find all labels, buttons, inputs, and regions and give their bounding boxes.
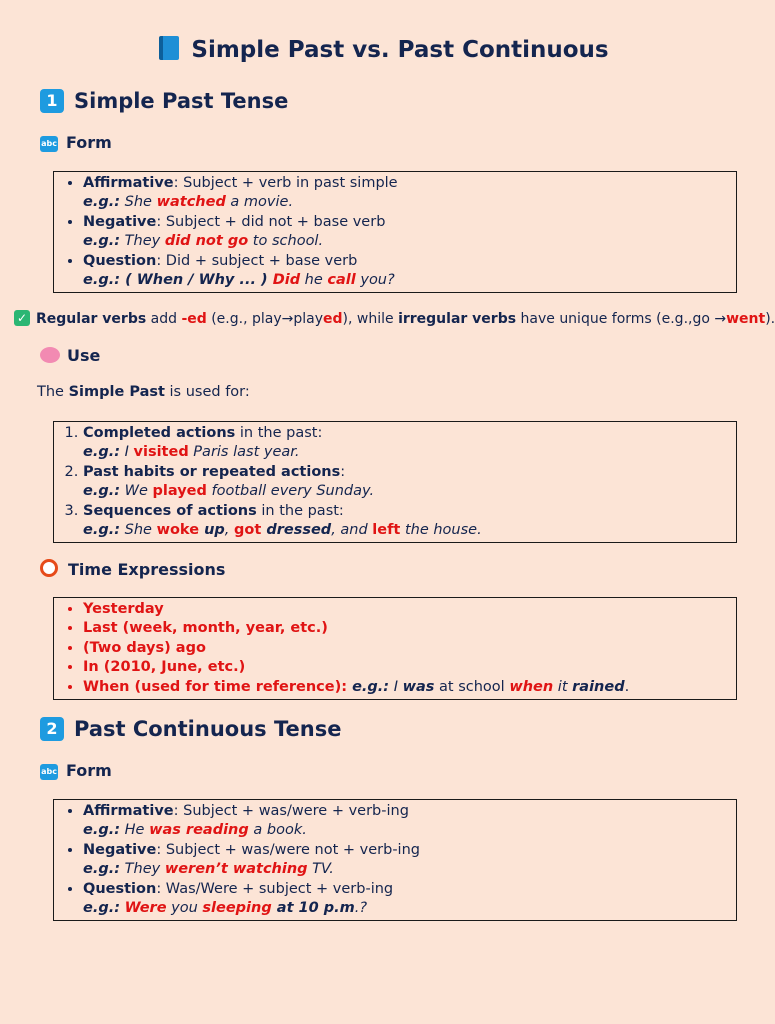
section-2-heading: 2 Past Continuous Tense	[40, 717, 341, 741]
use-intro: The Simple Past is used for:	[37, 384, 250, 400]
list-item: • Affirmative: Subject + was/were + verb-ing e.g.: He was reading a book.	[83, 802, 736, 841]
time-expressions-heading: Time Expressions	[40, 559, 225, 579]
list-item: • Yesterday	[83, 600, 736, 619]
use-box	[53, 421, 737, 543]
keycap-one-icon: 1	[40, 89, 64, 113]
page-title: Simple Past vs. Past Continuous	[0, 36, 768, 63]
list-item: • When (used for time reference): e.g.: I was at school when it rained.	[83, 678, 736, 697]
time-expressions-box	[53, 597, 737, 700]
list-item: • Negative: Subject + did not + base verb e.g.: They did not go to school.	[83, 213, 736, 252]
section-1-heading: 1 Simple Past Tense	[40, 89, 288, 113]
form-box-1	[53, 171, 737, 293]
regular-verbs-note: ✓ Regular verbs add -ed (e.g., play→played), while irregular verbs have unique forms (e.g.,go →went).	[14, 310, 775, 327]
use-heading: Use	[40, 346, 100, 365]
list-item: 3. Sequences of actions in the past: e.g.: She woke up, got dressed, and left the house.	[83, 502, 736, 541]
form-box-2	[53, 799, 737, 921]
abc-icon: abc	[40, 136, 58, 152]
list-item: • Last (week, month, year, etc.)	[83, 619, 736, 638]
list-item: • Question: Was/Were + subject + verb-ing e.g.: Were you sleeping at 10 p.m.?	[83, 880, 736, 919]
list-item: • Question: Did + subject + base verb e.g.: ( When / Why ... ) Did he call you?	[83, 252, 736, 291]
form-heading-2: abc Form	[41, 761, 112, 780]
list-item: • (Two days) ago	[83, 639, 736, 658]
list-item: 1. Completed actions in the past: e.g.: I visited Paris last year.	[83, 424, 736, 463]
brain-icon	[40, 347, 60, 363]
keycap-two-icon: 2	[40, 717, 64, 741]
list-item: • In (2010, June, etc.)	[83, 658, 736, 677]
alarm-clock-icon	[40, 559, 58, 577]
check-mark-icon: ✓	[14, 310, 30, 326]
list-item: • Affirmative: Subject + verb in past simple e.g.: She watched a movie.	[83, 174, 736, 213]
list-item: 2. Past habits or repeated actions: e.g.: We played football every Sunday.	[83, 463, 736, 502]
form-heading-1: abc Form	[41, 133, 112, 152]
abc-icon: abc	[40, 764, 58, 780]
book-icon	[159, 36, 179, 60]
list-item: • Negative: Subject + was/were not + verb-ing e.g.: They weren’t watching TV.	[83, 841, 736, 880]
